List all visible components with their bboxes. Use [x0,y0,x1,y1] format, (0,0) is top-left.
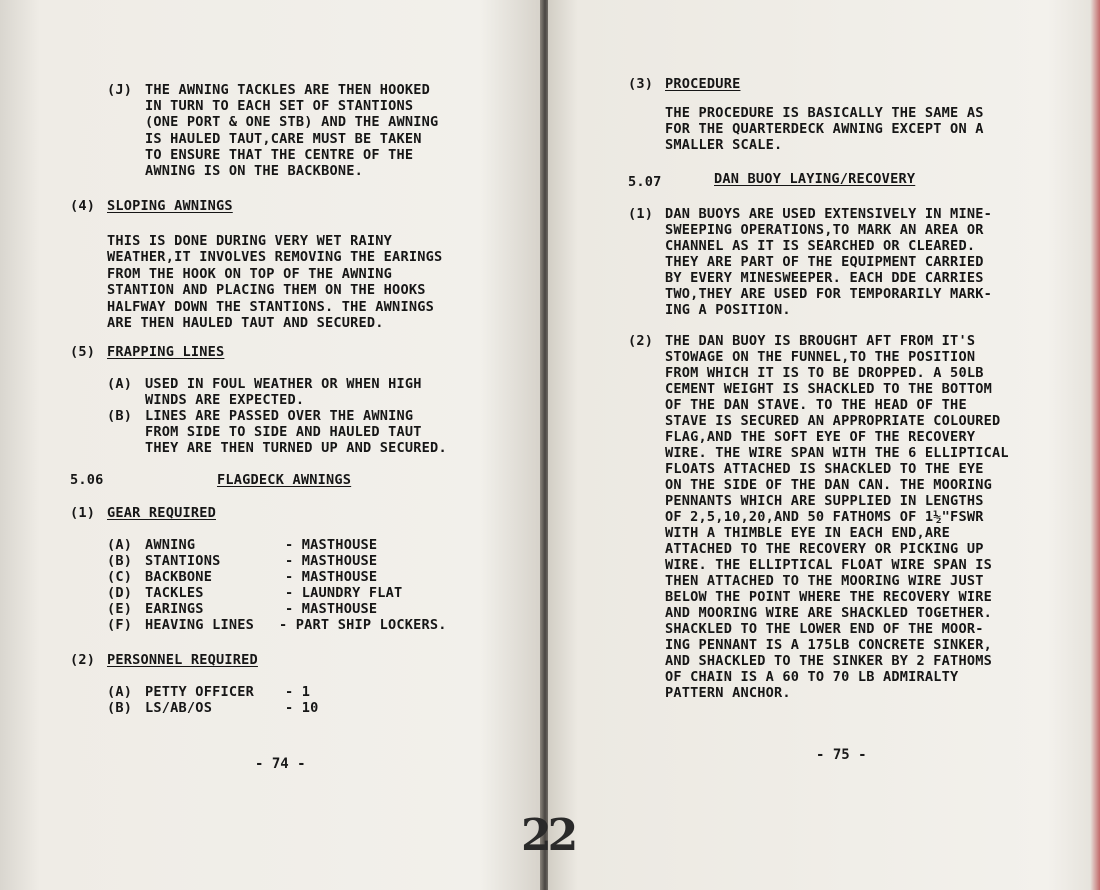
p1-line: CHANNEL AS IT IS SEARCHED OR CLEARED. [665,238,976,254]
p2-line: ING PENNANT IS A 175LB CONCRETE SINKER, [665,637,992,653]
p2-line: ATTACHED TO THE RECOVERY OR PICKING UP [665,541,984,557]
frapping-b-line: LINES ARE PASSED OVER THE AWNING [145,408,414,424]
p2-line: OF 2,5,10,20,AND 50 FATHOMS OF 1½"FSWR [665,509,984,525]
p1-line: DAN BUOYS ARE USED EXTENSIVELY IN MINE- [665,206,992,222]
sloping-heading: SLOPING AWNINGS [107,198,233,214]
p2-line: STOWAGE ON THE FUNNEL,TO THE POSITION [665,349,976,365]
j-line: THE AWNING TACKLES ARE THEN HOOKED [145,82,431,98]
gear-row-label: (F) [107,617,133,633]
procedure-line: SMALLER SCALE. [665,137,783,153]
gear-row-label: (C) [107,569,133,585]
gear-heading: GEAR REQUIRED [107,505,216,521]
frapping-heading: FRAPPING LINES [107,344,225,360]
frapping-number: (5) [70,344,96,360]
handwritten-number: 22 [521,810,575,861]
gear-row-label: (B) [107,553,133,569]
gear-row-location: - PART SHIP LOCKERS. [279,617,447,633]
gear-row-location: - MASTHOUSE [285,569,378,585]
gear-row-label: (E) [107,601,133,617]
p2-line: BELOW THE POINT WHERE THE RECOVERY WIRE [665,589,992,605]
section-number: 5.07 [628,174,662,190]
j-line: IS HAULED TAUT,CARE MUST BE TAKEN [145,131,422,147]
p1-line: THEY ARE PART OF THE EQUIPMENT CARRIED [665,254,984,270]
personnel-row-item: LS/AB/OS [145,700,213,716]
p2-line: OF CHAIN IS A 60 TO 70 LB ADMIRALTY [665,669,959,685]
p2-line: STAVE IS SECURED AN APPROPRIATE COLOURED [665,413,1001,429]
j-line: AWNING IS ON THE BACKBONE. [145,163,363,179]
sloping-line: WEATHER,IT INVOLVES REMOVING THE EARINGS [107,249,443,265]
j-line: IN TURN TO EACH SET OF STANTIONS [145,98,414,114]
sloping-line: HALFWAY DOWN THE STANTIONS. THE AWNINGS [107,299,434,315]
p2-line: WITH A THIMBLE EYE IN EACH END,ARE [665,525,951,541]
p2-line: THEN ATTACHED TO THE MOORING WIRE JUST [665,573,984,589]
sloping-line: ARE THEN HAULED TAUT AND SECURED. [107,315,384,331]
frapping-b-line: THEY ARE THEN TURNED UP AND SECURED. [145,440,447,456]
personnel-row-count: - 1 [285,684,311,700]
gear-row-location: - MASTHOUSE [285,553,378,569]
sloping-number: (4) [70,198,96,214]
p2-line: WIRE. THE WIRE SPAN WITH THE 6 ELLIPTICAL [665,445,1009,461]
p2-line: CEMENT WEIGHT IS SHACKLED TO THE BOTTOM [665,381,992,397]
gear-row-location: - MASTHOUSE [285,537,378,553]
left-page [0,0,542,890]
frapping-a-label: (A) [107,376,133,392]
procedure-number: (3) [628,76,654,92]
gear-row-item: BACKBONE [145,569,213,585]
section-title: FLAGDECK AWNINGS [217,472,352,488]
personnel-number: (2) [70,652,96,668]
personnel-row-label: (A) [107,684,133,700]
sloping-line: STANTION AND PLACING THEM ON THE HOOKS [107,282,426,298]
gear-row-item: AWNING [145,537,196,553]
sloping-line: THIS IS DONE DURING VERY WET RAINY [107,233,393,249]
p2-line: AND SHACKLED TO THE SINKER BY 2 FATHOMS [665,653,992,669]
frapping-a-line: WINDS ARE EXPECTED. [145,392,305,408]
p2-line: PENNANTS WHICH ARE SUPPLIED IN LENGTHS [665,493,984,509]
page-edge [1090,0,1100,890]
p2-line: WIRE. THE ELLIPTICAL FLOAT WIRE SPAN IS [665,557,992,573]
right-page [548,0,1100,890]
page-number-left: - 74 - [255,756,306,772]
sloping-line: FROM THE HOOK ON TOP OF THE AWNING [107,266,393,282]
p1-line: ING A POSITION. [665,302,791,318]
j-line: (ONE PORT & ONE STB) AND THE AWNING [145,114,439,130]
frapping-b-label: (B) [107,408,133,424]
p2-line: AND MOORING WIRE ARE SHACKLED TOGETHER. [665,605,992,621]
section-title: DAN BUOY LAYING/RECOVERY [714,171,916,187]
personnel-row-count: - 10 [285,700,319,716]
page-number-right: - 75 - [816,747,867,763]
procedure-line: THE PROCEDURE IS BASICALLY THE SAME AS [665,105,984,121]
p2-number: (2) [628,333,654,349]
personnel-heading: PERSONNEL REQUIRED [107,652,258,668]
p2-line: FLAG,AND THE SOFT EYE OF THE RECOVERY [665,429,976,445]
procedure-heading: PROCEDURE [665,76,741,92]
gear-row-location: - MASTHOUSE [285,601,378,617]
frapping-b-line: FROM SIDE TO SIDE AND HAULED TAUT [145,424,422,440]
gear-row-item: STANTIONS [145,553,221,569]
procedure-line: FOR THE QUARTERDECK AWNING EXCEPT ON A [665,121,984,137]
section-number: 5.06 [70,472,104,488]
p1-line: SWEEPING OPERATIONS,TO MARK AN AREA OR [665,222,984,238]
p2-line: PATTERN ANCHOR. [665,685,791,701]
p2-line: SHACKLED TO THE LOWER END OF THE MOOR- [665,621,984,637]
gear-row-location: - LAUNDRY FLAT [285,585,403,601]
gear-row-item: TACKLES [145,585,204,601]
personnel-row-item: PETTY OFFICER [145,684,254,700]
p2-line: OF THE DAN STAVE. TO THE HEAD OF THE [665,397,967,413]
p2-line: FROM WHICH IT IS TO BE DROPPED. A 50LB [665,365,984,381]
gear-row-item: EARINGS [145,601,204,617]
gear-number: (1) [70,505,96,521]
p1-line: BY EVERY MINESWEEPER. EACH DDE CARRIES [665,270,984,286]
gear-row-item: HEAVING LINES [145,617,254,633]
frapping-a-line: USED IN FOUL WEATHER OR WHEN HIGH [145,376,422,392]
personnel-row-label: (B) [107,700,133,716]
p1-number: (1) [628,206,654,222]
j-line: TO ENSURE THAT THE CENTRE OF THE [145,147,414,163]
p2-line: FLOATS ATTACHED IS SHACKLED TO THE EYE [665,461,984,477]
p2-line: THE DAN BUOY IS BROUGHT AFT FROM IT'S [665,333,976,349]
gear-row-label: (D) [107,585,133,601]
p2-line: ON THE SIDE OF THE DAN CAN. THE MOORING [665,477,992,493]
p1-line: TWO,THEY ARE USED FOR TEMPORARILY MARK- [665,286,992,302]
j-item-label: (J) [107,82,133,98]
gear-row-label: (A) [107,537,133,553]
